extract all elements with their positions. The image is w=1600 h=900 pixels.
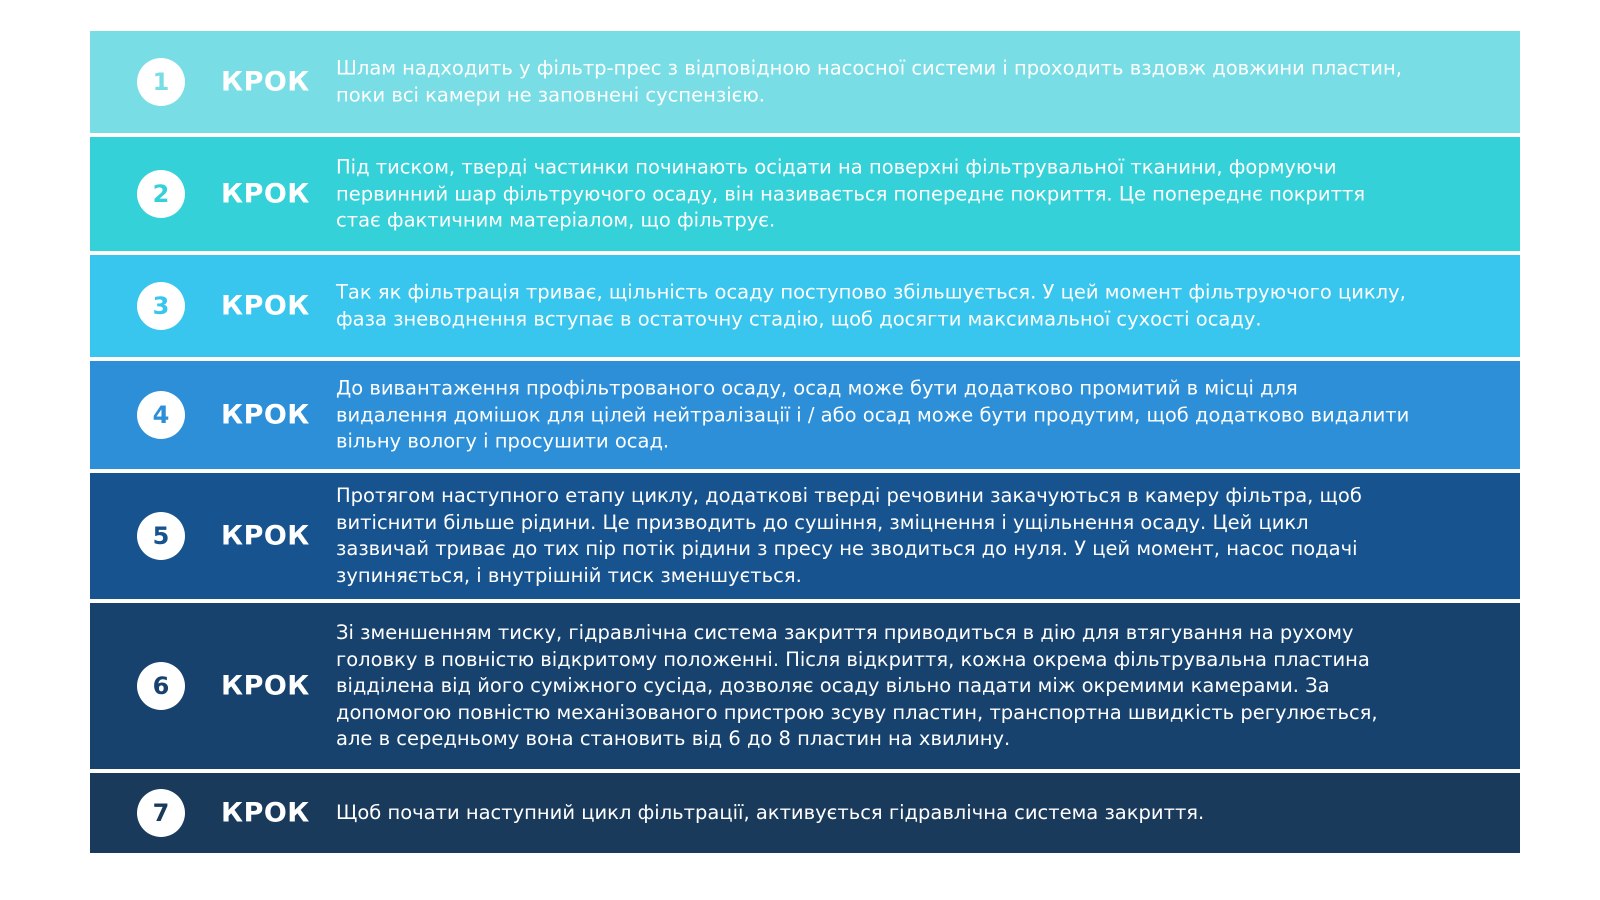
step-description: Так як фільтрація триває, щільність осаду поступово збільшується. У цей момент фільтруючого циклу, фаза зневоднення вступає в остаточну стадію, щоб досягти максимальної сухості осаду. xyxy=(336,280,1406,330)
step-description: Щоб почати наступний цикл фільтрації, активується гідравлічна система закриття. xyxy=(336,800,1205,824)
step-description: Шлам надходить у фільтр-прес з відповідною насосної системи і проходить вздовж довжини пластин, поки всі камери не заповнені суспензією. xyxy=(336,56,1402,106)
step-description: Під тиском, тверді частинки починають осідати на поверхні фільтрувальної тканини, формуючи первинний шар фільтруючого осаду, він називається попереднє покриття. Це попереднє покриття стає фактичним матеріалом, що фільтрує. xyxy=(336,155,1366,232)
step-label: КРОК xyxy=(221,399,310,431)
step-3 xyxy=(90,255,1520,357)
step-number-badge: 3 xyxy=(137,282,185,330)
step-2 xyxy=(90,137,1520,251)
step-number-badge: 5 xyxy=(137,512,185,560)
step-label: КРОК xyxy=(221,797,310,829)
step-number-badge: 7 xyxy=(137,789,185,837)
step-5 xyxy=(90,473,1520,599)
step-7 xyxy=(90,773,1520,853)
step-6 xyxy=(90,603,1520,769)
step-label: КРОК xyxy=(221,670,310,702)
step-label: КРОК xyxy=(221,290,310,322)
step-description: До вивантаження профільтрованого осаду, осад може бути додатково промитий в місці для видалення домішок для цілей нейтралізації і / або осад може бути продутим, щоб додатково видалити вільну вологу і просушити осад. xyxy=(336,376,1410,453)
step-number-badge: 2 xyxy=(137,170,185,218)
step-description: Зі зменшенням тиску, гідравлічна система закриття приводиться в дію для втягування на рухому головку в повністю відкритому положенні. Після відкриття, кожна окрема фільтрувальна пластина відділена від його суміжного сусіда, дозволяє осаду вільно падати між окремими камерами. За допомогою повністю механізованого пристрою зсуву пластин, транспортна швидкість регулюється, але в середньому вона становить від 6 до 8 пластин на хвилину. xyxy=(336,620,1378,750)
step-description: Протягом наступного етапу циклу, додаткові тверді речовини закачуються в камеру фільтра, щоб витіснити більше рідини. Це призводить до сушіння, зміцнення і ущільнення осаду. Цей цикл зазвичай триває до тих пір потік рідини з пресу не зводиться до нуля. У цей момент, насос подачі зупиняється, і внутрішній тиск зменшується. xyxy=(336,484,1362,587)
steps-list xyxy=(90,31,1520,857)
step-label: КРОК xyxy=(221,178,310,210)
step-4 xyxy=(90,361,1520,469)
step-label: КРОК xyxy=(221,66,310,98)
step-number-badge: 6 xyxy=(137,662,185,710)
step-label: КРОК xyxy=(221,520,310,552)
step-1 xyxy=(90,31,1520,133)
step-number-badge: 1 xyxy=(137,58,185,106)
step-number-badge: 4 xyxy=(137,391,185,439)
